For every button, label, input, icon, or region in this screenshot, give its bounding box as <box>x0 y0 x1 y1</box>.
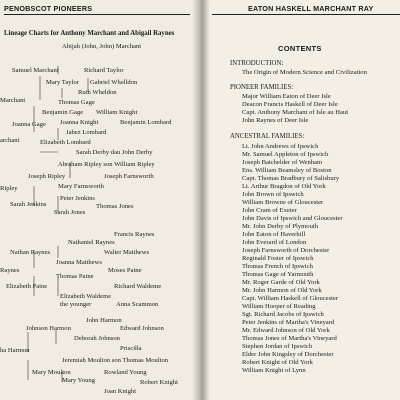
chart-name: Joanna Gage <box>12 121 46 128</box>
chart-name: Joanna Knight <box>60 119 99 126</box>
toc-item: Mr. John Harmon of Old York <box>242 287 322 294</box>
chart-name: Anna Scammon <box>116 301 159 308</box>
toc-item: Lt. John Andrews of Ipswich <box>242 143 319 150</box>
chart-name: the younger <box>60 301 92 308</box>
toc-item: Sgt. Richard Jacobs of Ipswich <box>242 311 324 318</box>
chart-name: Peter Jenkins <box>60 195 95 202</box>
toc-item: Reginald Foster of Ipswich <box>242 255 314 262</box>
chart-name: Benjamin Gage <box>42 109 84 116</box>
chart-name: Walter Matthews <box>104 249 150 256</box>
toc-item: The Origin of Modern Science and Civilization <box>242 69 367 76</box>
right-header-rule <box>212 14 400 15</box>
toc-item: John Eaton of Haverhill <box>242 231 306 238</box>
left-running-header: PENOBSCOT PIONEERS <box>4 4 93 13</box>
toc-item: Deacon Francis Haskell of Deer Isle <box>242 101 338 108</box>
toc-item: Ens. William Beamsley of Boston <box>242 167 332 174</box>
toc-item: Mr. Edward Johnson of Old York <box>242 327 330 334</box>
toc-item: John Raynes of Deer Isle <box>242 117 309 124</box>
chart-name: Elizabeth Paine <box>6 283 48 290</box>
chart-name: Johnson Harmon <box>26 325 71 332</box>
book-gutter-shadow <box>192 0 210 400</box>
toc-item: Thomas Jones of Martha's Vineyard <box>242 335 337 342</box>
chart-name: Gabriel Whelldon <box>90 79 138 86</box>
chart-name: Mary Taylor <box>46 79 79 86</box>
chart-name: Elizabeth Lombard <box>40 139 91 146</box>
toc-item: Thomas Gage of Yarmouth <box>242 271 314 278</box>
section-heading: INTRODUCTION: <box>230 60 284 67</box>
chart-name: Mary Farnsworth <box>58 183 104 190</box>
chart-name: Abijah (John, John) Marchant <box>62 43 142 50</box>
chart-name: Elizabeth Waldeme <box>60 293 112 300</box>
chart-name: Joan Knight <box>104 388 137 395</box>
toc-item: William Knight of Lynn <box>242 367 306 374</box>
toc-item: Capt. Thomas Bradbury of Salisbury <box>242 175 340 182</box>
chart-name: Robert Knight <box>140 379 178 386</box>
section-heading: PIONEER FAMILIES: <box>230 84 294 91</box>
chart-name: ha Harmon <box>0 347 30 354</box>
toc-item: Capt. William Haskell of Gloucester <box>242 295 339 302</box>
toc-item: John Everard of London <box>242 239 307 246</box>
chart-name: Priscilla <box>120 345 142 352</box>
toc-item: Lt. Arthur Bragdon of Old York <box>242 183 326 190</box>
chart-name: Rowland Young <box>104 369 147 376</box>
toc-item: Joseph Batchelder of Wenham <box>242 159 323 166</box>
section-heading: ANCESTRAL FAMILIES: <box>230 133 305 140</box>
chart-name: Thomas Jones <box>96 203 134 210</box>
chart-name: Moses Paine <box>108 267 142 274</box>
chart-name: Francis Raynes <box>114 231 155 238</box>
contents-heading: CONTENTS <box>278 44 322 53</box>
chart-name: Richard Taylor <box>84 67 124 74</box>
chart-name: Joseph Farnsworth <box>104 173 154 180</box>
toc-item: Peter Jenkins of Martha's Vineyard <box>242 319 335 326</box>
chart-name: Jeremiah Moulton son Thomas Moulton <box>62 357 169 364</box>
chart-name: Mary Moulton <box>32 369 71 376</box>
toc-item: Mr. Samuel Appleton of Ipswich <box>242 151 329 158</box>
chart-name: William Knight <box>96 109 138 116</box>
chart-name: Mary Young <box>62 377 95 384</box>
toc-item: Mr. John Derby of Plymouth <box>242 223 319 230</box>
chart-name: Sarah Derby dau John Derby <box>76 149 153 156</box>
chart-name: Sarah Jenkins <box>10 201 47 208</box>
toc-item: Joseph Farnsworth of Dorchester <box>242 247 330 254</box>
toc-item: Major William Eaton of Deer Isle <box>242 93 331 100</box>
chart-name: Deborah Johnson <box>74 335 120 342</box>
chart-name: Joanna Matthews <box>56 259 102 266</box>
chart-name: Benjamin Lombard <box>120 119 172 126</box>
toc-item: William Hooper of Reading <box>242 303 316 310</box>
lineage-chart-title: Lineage Charts for Anthony Marchant and Abigail Raynes <box>4 30 175 37</box>
chart-name: Edward Johnson <box>120 325 164 332</box>
chart-name: Ruth Wheldon <box>78 89 117 96</box>
right-running-header: EATON HASKELL MARCHANT RAY <box>248 4 374 13</box>
toc-item: Robert Knight of Old York <box>242 359 313 366</box>
chart-name: Joseph Ripley <box>28 173 66 180</box>
chart-name: Raynes <box>0 267 20 274</box>
chart-name: archant <box>0 137 20 144</box>
toc-item: Thomas French of Ipswich <box>242 263 313 270</box>
chart-name: Thomas Gage <box>58 99 95 106</box>
toc-item: John Brown of Ipswich <box>242 191 304 198</box>
toc-item: Capt. Anthony Marchant of Isle au Haut <box>242 109 349 116</box>
toc-item: William Browne of Gloucester <box>242 199 324 206</box>
chart-name: Thomas Paine <box>56 273 94 280</box>
chart-name: John Harmon <box>86 317 122 324</box>
toc-item: John Cram of Exeter <box>242 207 297 214</box>
chart-name: Sarah Jones <box>54 209 86 216</box>
chart-name: Ripley <box>0 185 18 192</box>
toc-item: Stephen Jordan of Ipswich <box>242 343 313 350</box>
chart-name: Richard Waldeme <box>114 283 162 290</box>
chart-name: Samuel Marchant <box>12 67 59 74</box>
toc-item: John Davis of Ipswich and Gloucester <box>242 215 343 222</box>
toc-item: Mr. Roger Garde of Old York <box>242 279 320 286</box>
chart-name: Marchant <box>0 97 26 104</box>
chart-name: Nathaniel Raynes <box>68 239 115 246</box>
chart-name: Abraham Ripley son William Ripley <box>58 161 155 168</box>
chart-name: Jabez Lombard <box>66 129 107 136</box>
toc-item: Elder John Kingsley of Dorchester <box>242 351 334 358</box>
chart-name: Nathan Raynes <box>10 249 51 256</box>
